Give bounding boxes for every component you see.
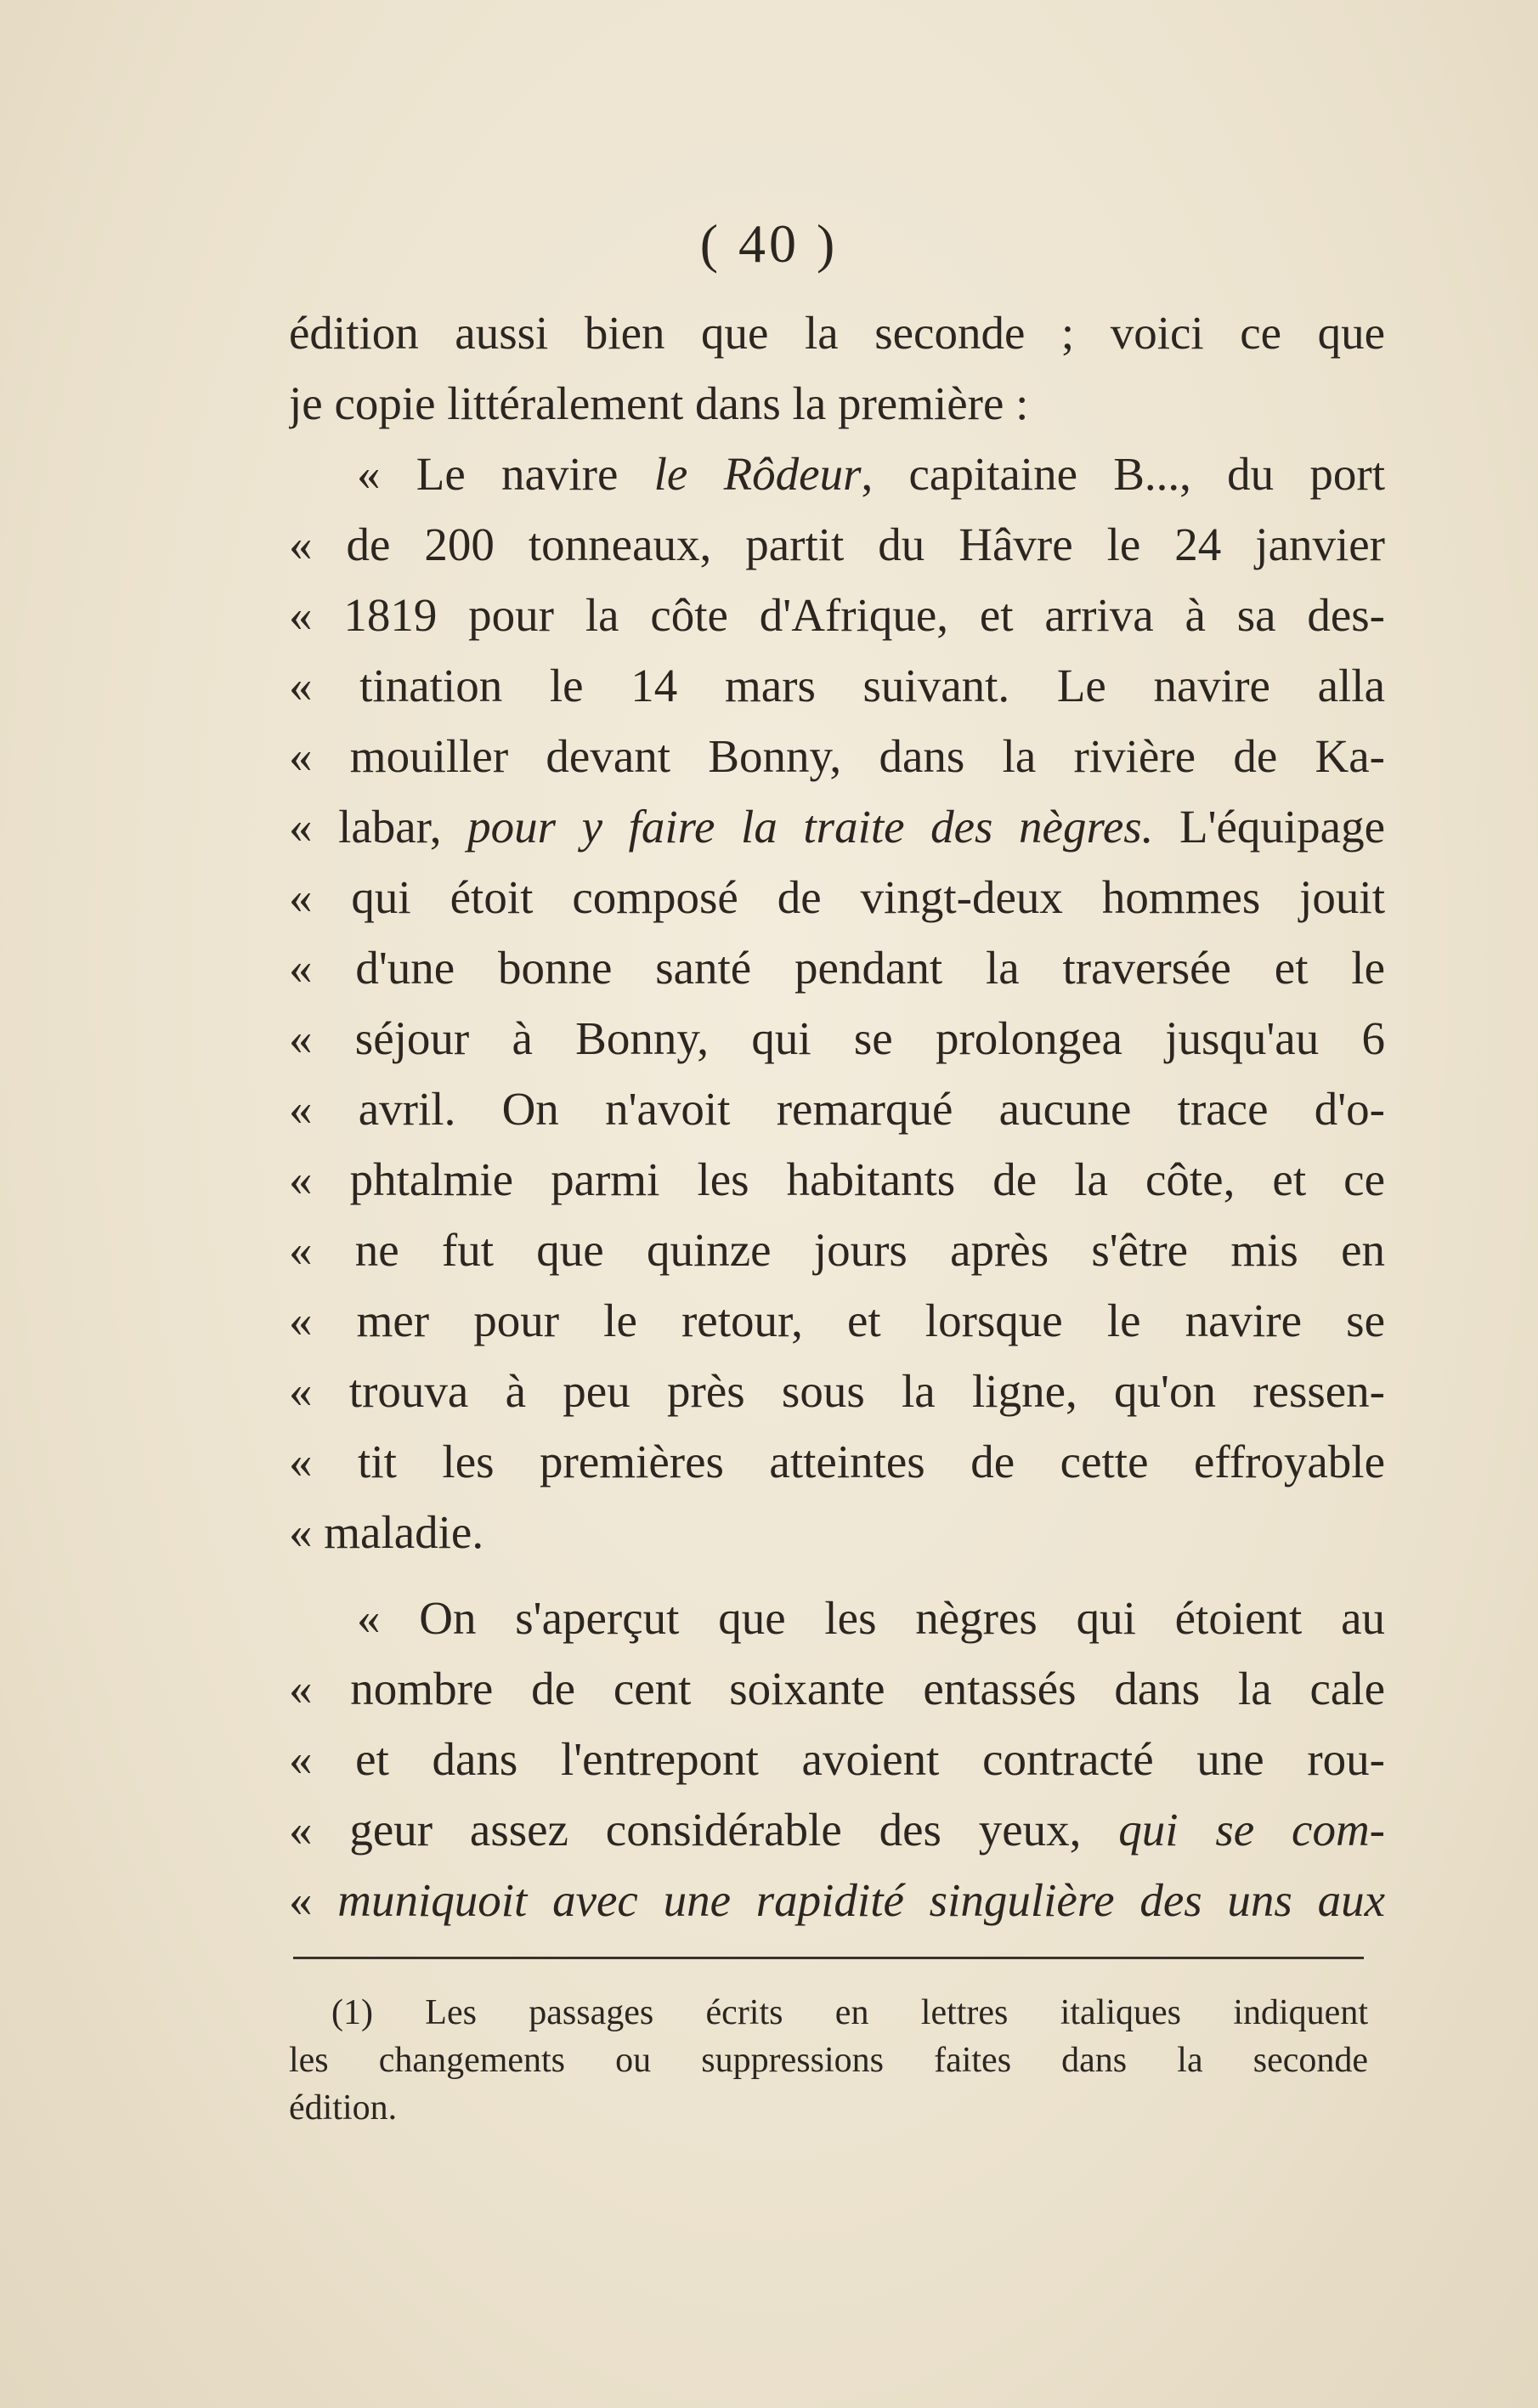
text-line — [289, 650, 1385, 721]
text-span: « et dans l'entrepont avoient contracté une rou- — [289, 1733, 1385, 1785]
text-line — [289, 439, 1385, 509]
text-span: « tination le 14 mars suivant. Le navire alla — [289, 660, 1385, 711]
text-span: « 1819 pour la côte d'Afrique, et arriva à sa des- — [289, 589, 1385, 641]
text-span: « mouiller devant Bonny, dans la rivière de Ka- — [289, 730, 1385, 782]
text-line — [289, 1285, 1385, 1356]
text-span: « trouva à peu près sous la ligne, qu'on ressen- — [289, 1365, 1385, 1417]
text-span: « d'une bonne santé pendant la traversée et le — [289, 942, 1385, 994]
text-line — [289, 1074, 1385, 1144]
text-span: « phtalmie parmi les habitants de la côte, et ce — [289, 1153, 1385, 1205]
text-span: « nombre de cent soixante entassés dans la cale — [289, 1663, 1385, 1714]
text-line — [289, 1653, 1385, 1724]
footnote-rule — [293, 1957, 1364, 1959]
text-span: « de 200 tonneaux, partit du Hâvre le 24 janvier — [289, 518, 1385, 570]
text-line — [289, 297, 1385, 368]
page-number: ( 40 ) — [699, 213, 839, 274]
text-line — [289, 1794, 1385, 1865]
italic-text: muniquoit avec une rapidité singulière des uns aux — [337, 1874, 1385, 1926]
text-line — [289, 1356, 1385, 1426]
text-span: « mer pour le retour, et lorsque le navire se — [289, 1295, 1385, 1346]
text-line — [289, 580, 1385, 650]
text-line — [289, 791, 1385, 862]
text-line — [289, 368, 1385, 439]
text-span: « qui étoit composé de vingt-deux hommes jouit — [289, 871, 1385, 923]
text-span: je copie littéralement dans la première : — [289, 377, 1029, 429]
text-line — [289, 1003, 1385, 1074]
text-span: « Le navire — [357, 448, 654, 500]
footnote-line: les changements ou suppressions faites dans la seconde — [289, 2041, 1368, 2080]
text-span: L'équipage — [1153, 801, 1385, 853]
text-span: « séjour à Bonny, qui se prolongea jusqu'au 6 — [289, 1012, 1385, 1064]
footnote-line: (1) Les passages écrits en lettres italiques indiquent — [331, 1993, 1368, 2032]
text-span: , capitaine B..., du port — [861, 448, 1385, 500]
main-text — [289, 297, 1385, 1935]
footnote-line: édition. — [289, 2088, 398, 2128]
text-span: « geur assez considérable des yeux, — [289, 1804, 1119, 1856]
text-span: « — [289, 1874, 338, 1926]
footnote — [289, 1989, 1368, 2132]
text-line — [289, 509, 1385, 580]
text-line — [289, 1724, 1385, 1794]
italic-text: qui se com- — [1118, 1804, 1385, 1856]
text-line — [289, 932, 1385, 1003]
text-span: « ne fut que quinze jours après s'être mis en — [289, 1224, 1385, 1276]
text-span: édition aussi bien que la seconde ; voici ce que — [289, 307, 1385, 359]
text-span: « labar, — [289, 801, 468, 853]
text-span: « On s'aperçut que les nègres qui étoient au — [357, 1592, 1385, 1644]
text-line — [289, 1426, 1385, 1497]
text-line — [289, 862, 1385, 932]
text-span: « avril. On n'avoit remarqué aucune trace d'o- — [289, 1083, 1385, 1135]
italic-text: le Rôdeur — [653, 448, 862, 500]
text-line — [289, 1865, 1385, 1935]
italic-text: pour y faire la traite des nègres. — [467, 801, 1154, 853]
text-span: « maladie. — [289, 1506, 484, 1558]
text-span: « tit les premières atteintes de cette effroyable — [289, 1436, 1385, 1487]
text-line — [289, 1215, 1385, 1285]
text-line — [289, 1583, 1385, 1653]
text-line — [289, 1144, 1385, 1215]
text-line — [289, 721, 1385, 791]
text-line — [289, 1497, 1385, 1567]
